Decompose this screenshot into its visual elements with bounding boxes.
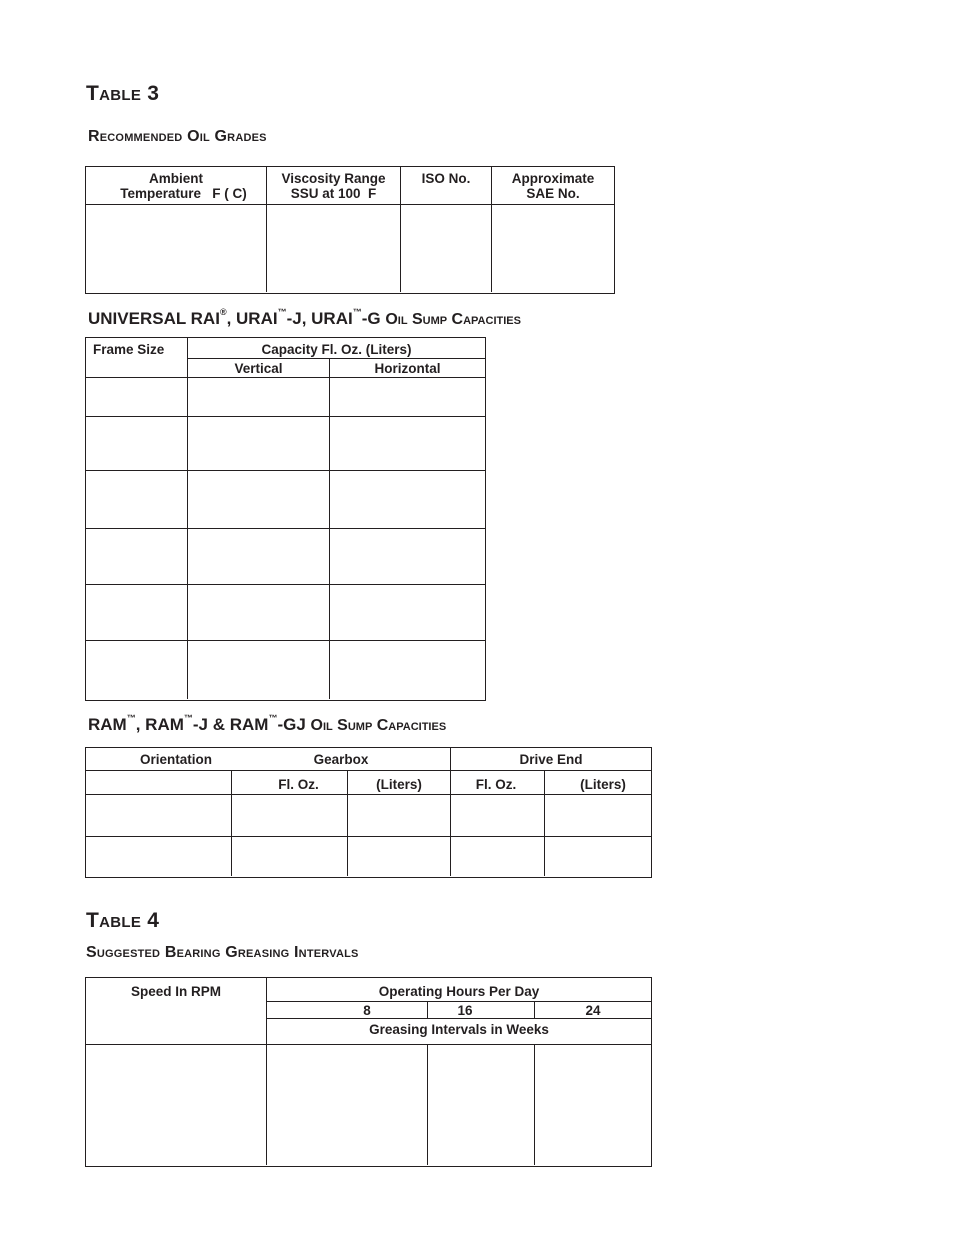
universal-oil-sump-heading: UNIVERSAL RAI®, URAI™-J, URAI™-G Oil Sump Capacities [88,307,521,328]
hours-24-header: 24 [585,1003,601,1018]
gearbox-fl-oz-header: Fl. Oz. [278,777,319,792]
horizontal-header: Horizontal [374,361,441,376]
table-3-title: Table 3 [86,82,160,105]
ram-oil-sump-heading: RAM™, RAM™-J & RAM™-GJ Oil Sump Capacities [88,713,447,734]
hours-8-header: 8 [363,1003,371,1018]
universal-sump-table [85,337,486,701]
table-4-title: Table 4 [86,909,160,932]
viscosity-range-header: Viscosity Range SSU at 100 F [281,171,386,201]
ambient-temperature-header: Ambient Temperature F ( C) [120,171,247,201]
drive-end-fl-oz-header: Fl. Oz. [475,777,517,792]
operating-hours-header: Operating Hours Per Day [378,984,540,999]
approx-sae-header: Approximate SAE No. [511,171,595,201]
speed-rpm-header: Speed In RPM [130,984,221,999]
recommended-oil-grades-subtitle: Recommended Oil Grades [88,128,267,145]
greasing-intervals-subtitle: Suggested Bearing Greasing Intervals [86,944,359,961]
orientation-header: Orientation [139,752,212,767]
oil-grades-table [85,166,615,294]
ram-sump-table [85,747,652,878]
hours-16-header: 16 [457,1003,473,1018]
iso-no-header: ISO No. [421,171,471,186]
capacity-header: Capacity Fl. Oz. (Liters) [261,342,412,357]
drive-end-header: Drive End [519,752,583,767]
drive-end-liters-header: (Liters) [580,777,626,792]
frame-size-header: Frame Size [93,342,165,357]
greasing-intervals-table [85,977,652,1167]
gearbox-header: Gearbox [313,752,369,767]
greasing-intervals-weeks-header: Greasing Intervals in Weeks [369,1022,549,1037]
gearbox-liters-header: (Liters) [376,777,422,792]
vertical-header: Vertical [234,361,283,376]
